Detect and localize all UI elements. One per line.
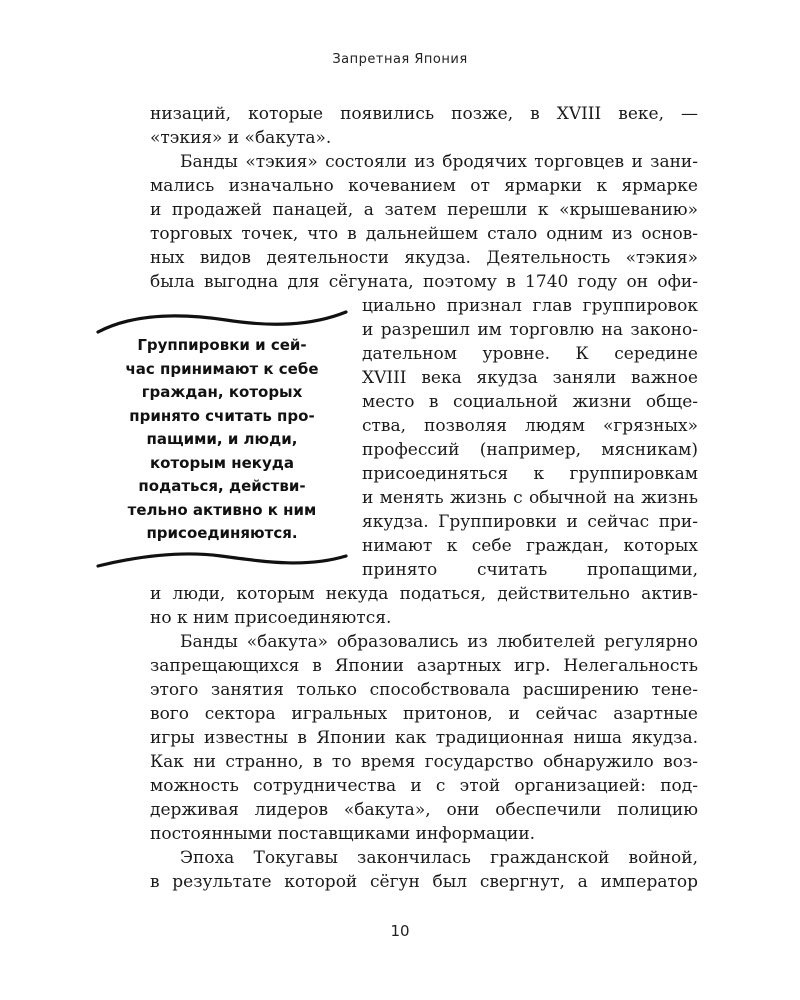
text-line: низаций, которые появились позже, в XVIII веке, — bbox=[150, 104, 698, 124]
pull-quote-line: податься, действи- bbox=[138, 477, 306, 495]
text-line: торговых точек, что в дальнейшем стало одним из основ- bbox=[150, 224, 698, 244]
text-line: но к ним присоединяются. bbox=[150, 608, 392, 628]
text-line: место в социальной жизни обще- bbox=[362, 392, 698, 412]
text-line: и продажей панацей, а затем перешли к «крышеванию» bbox=[150, 200, 698, 220]
text-line: и разрешил им торговлю на законо- bbox=[362, 320, 698, 340]
pull-quote-line: принято считать про- bbox=[129, 406, 315, 425]
text-line: Банды «тэкия» состояли из бродячих торговцев и зани- bbox=[180, 152, 698, 172]
text-line: XVIII века якудза заняли важное bbox=[362, 368, 698, 388]
text-line: Как ни странно, в то время государство обнаружило воз- bbox=[150, 752, 698, 772]
text-line: и люди, которым некуда податься, действительно актив- bbox=[150, 584, 698, 604]
pull-quote-line: граждан, которых bbox=[141, 383, 303, 401]
pull-quote-line: тельно активно к ним bbox=[127, 500, 317, 519]
text-line: принято считать пропащими, bbox=[362, 560, 698, 580]
text-line: игры известны в Японии как традиционная ниша якудза. bbox=[150, 728, 698, 748]
pull-quote-line: которым некуда bbox=[149, 453, 294, 472]
text-line: Эпоха Токугавы закончилась гражданской войной, bbox=[180, 848, 698, 868]
text-line: ства, позволяя людям «грязных» bbox=[362, 416, 698, 436]
pull-quote-line: пащими, и люди, bbox=[146, 430, 298, 448]
text-line: Банды «бакута» образовались из любителей регулярно bbox=[180, 632, 698, 652]
text-line: постоянными поставщиками информации. bbox=[150, 824, 536, 844]
pull-quote-line: час принимают к себе bbox=[125, 359, 319, 378]
text-line: дательном уровне. К середине bbox=[362, 344, 698, 364]
text-line: была выгодна для сёгуната, поэтому в 1740 году он офи- bbox=[150, 272, 698, 292]
text-line: мались изначально кочеванием от ярмарки к ярмарке bbox=[150, 176, 698, 196]
text-line: в результате которой сёгун был свергнут, а император bbox=[150, 872, 698, 892]
text-line: можность сотрудничества и с этой организацией: под- bbox=[150, 776, 698, 796]
text-line: этого занятия только способствовала расширению тене- bbox=[150, 680, 698, 700]
pull-quote-line: Группировки и сей- bbox=[137, 336, 307, 354]
pull-quote-text bbox=[96, 334, 348, 546]
pull-quote bbox=[96, 288, 348, 578]
text-line: «тэкия» и «бакута». bbox=[150, 128, 332, 148]
text-line: держивая лидеров «бакута», они обеспечили полицию bbox=[150, 800, 698, 820]
text-line: циально признал глав группировок bbox=[362, 296, 698, 316]
pull-quote-line: присоединяются. bbox=[146, 524, 298, 542]
page-number: 10 bbox=[390, 922, 410, 940]
text-line: запрещающихся в Японии азартных игр. Нелегальность bbox=[150, 656, 698, 676]
text-line: вого сектора игральных притонов, и сейчас азартные bbox=[150, 704, 698, 724]
text-line: якудза. Группировки и сейчас при- bbox=[362, 512, 698, 532]
text-line: присоединяться к группировкам bbox=[362, 464, 698, 484]
wavy-rule-bottom bbox=[96, 546, 348, 576]
wavy-rule-top bbox=[96, 306, 348, 336]
text-line: ных видов деятельности якудза. Деятельность «тэкия» bbox=[150, 248, 698, 268]
text-line: нимают к себе граждан, которых bbox=[362, 536, 698, 556]
running-title: Запретная Япония bbox=[332, 52, 468, 67]
text-line: и менять жизнь с обычной на жизнь bbox=[362, 488, 698, 508]
text-line: профессий (например, мясникам) bbox=[362, 440, 698, 460]
